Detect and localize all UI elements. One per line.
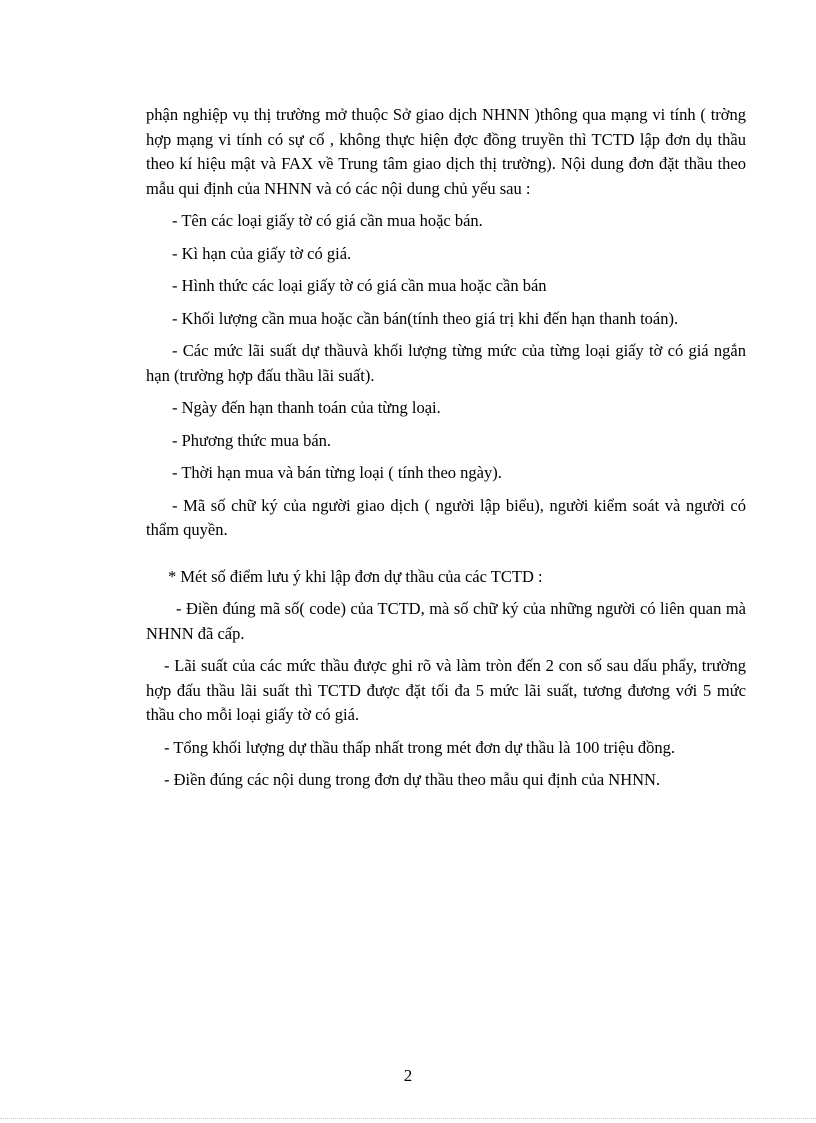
- list-item: - Mã số chữ ký của người giao dịch ( người lập biểu), người kiểm soát và người có thẩm quyền.: [146, 495, 746, 539]
- list-item: - Kì hạn của giấy tờ có giá.: [172, 243, 352, 263]
- list-item: - Thời hạn mua và bán từng loại ( tính theo ngày).: [172, 463, 502, 482]
- document-body: [146, 103, 746, 801]
- note-item: - Điền đúng các nội dung trong đơn dự thầu theo mẫu qui định của NHNN.: [164, 770, 661, 789]
- note-heading: * Mét số điểm lưu ý khi lập đơn dự thầu của các TCTD :: [168, 566, 543, 586]
- list-item: - Các mức lãi suất dự thầuvà khối lượng từng mức của từng loại giấy tờ có giá ngắn hạn (trường hợp đấu thầu lãi suất).: [146, 341, 746, 385]
- note-item: - Điền đúng mã số( code) của TCTD, mà số chữ ký của những người có liên quan mà NHNN đã cấp.: [146, 599, 746, 643]
- page-number: 2: [403, 1066, 413, 1085]
- list-item: - Ngày đến hạn thanh toán của từng loại.: [172, 398, 441, 417]
- list-item: - Phương thức mua bán.: [172, 430, 332, 450]
- list-item: - Hình thức các loại giấy tờ có giá cần mua hoặc cần bán: [172, 276, 547, 295]
- list-item: - Tên các loại giấy tờ có giá cần mua hoặc bán.: [172, 211, 483, 230]
- note-item: - Lãi suất của các mức thầu được ghi rõ và làm tròn đến 2 con số sau dấu phẩy, trường hợp đấu thầu lãi suất thì TCTD được đặt tối đa 5 mức lãi suất, tương đương với 5 mức thầu cho mỗi loại giấy tờ có giá.: [146, 656, 746, 724]
- page-edge-divider: [0, 1118, 816, 1119]
- note-item: - Tổng khối lượng dự thầu thấp nhất trong mét đơn dự thầu là 100 triệu đồng.: [164, 737, 675, 757]
- intro-paragraph: phận nghiệp vụ thị trường mở thuộc Sở giao dịch NHNN )thông qua mạng vi tính ( trờng hợp mạng vi tính có sự cố , không thực hiện đợc đồng truyền thì TCTD lập đơn dụ thầu theo kí hiệu mật và FAX về Trung tâm giao dịch thị trường). Nội dung đơn đặt thầu theo mẫu qui định của NHNN và có các nội dung chủ yếu sau :: [146, 105, 746, 198]
- list-item: - Khối lượng cần mua hoặc cần bán(tính theo giá trị khi đến hạn thanh toán).: [172, 308, 679, 328]
